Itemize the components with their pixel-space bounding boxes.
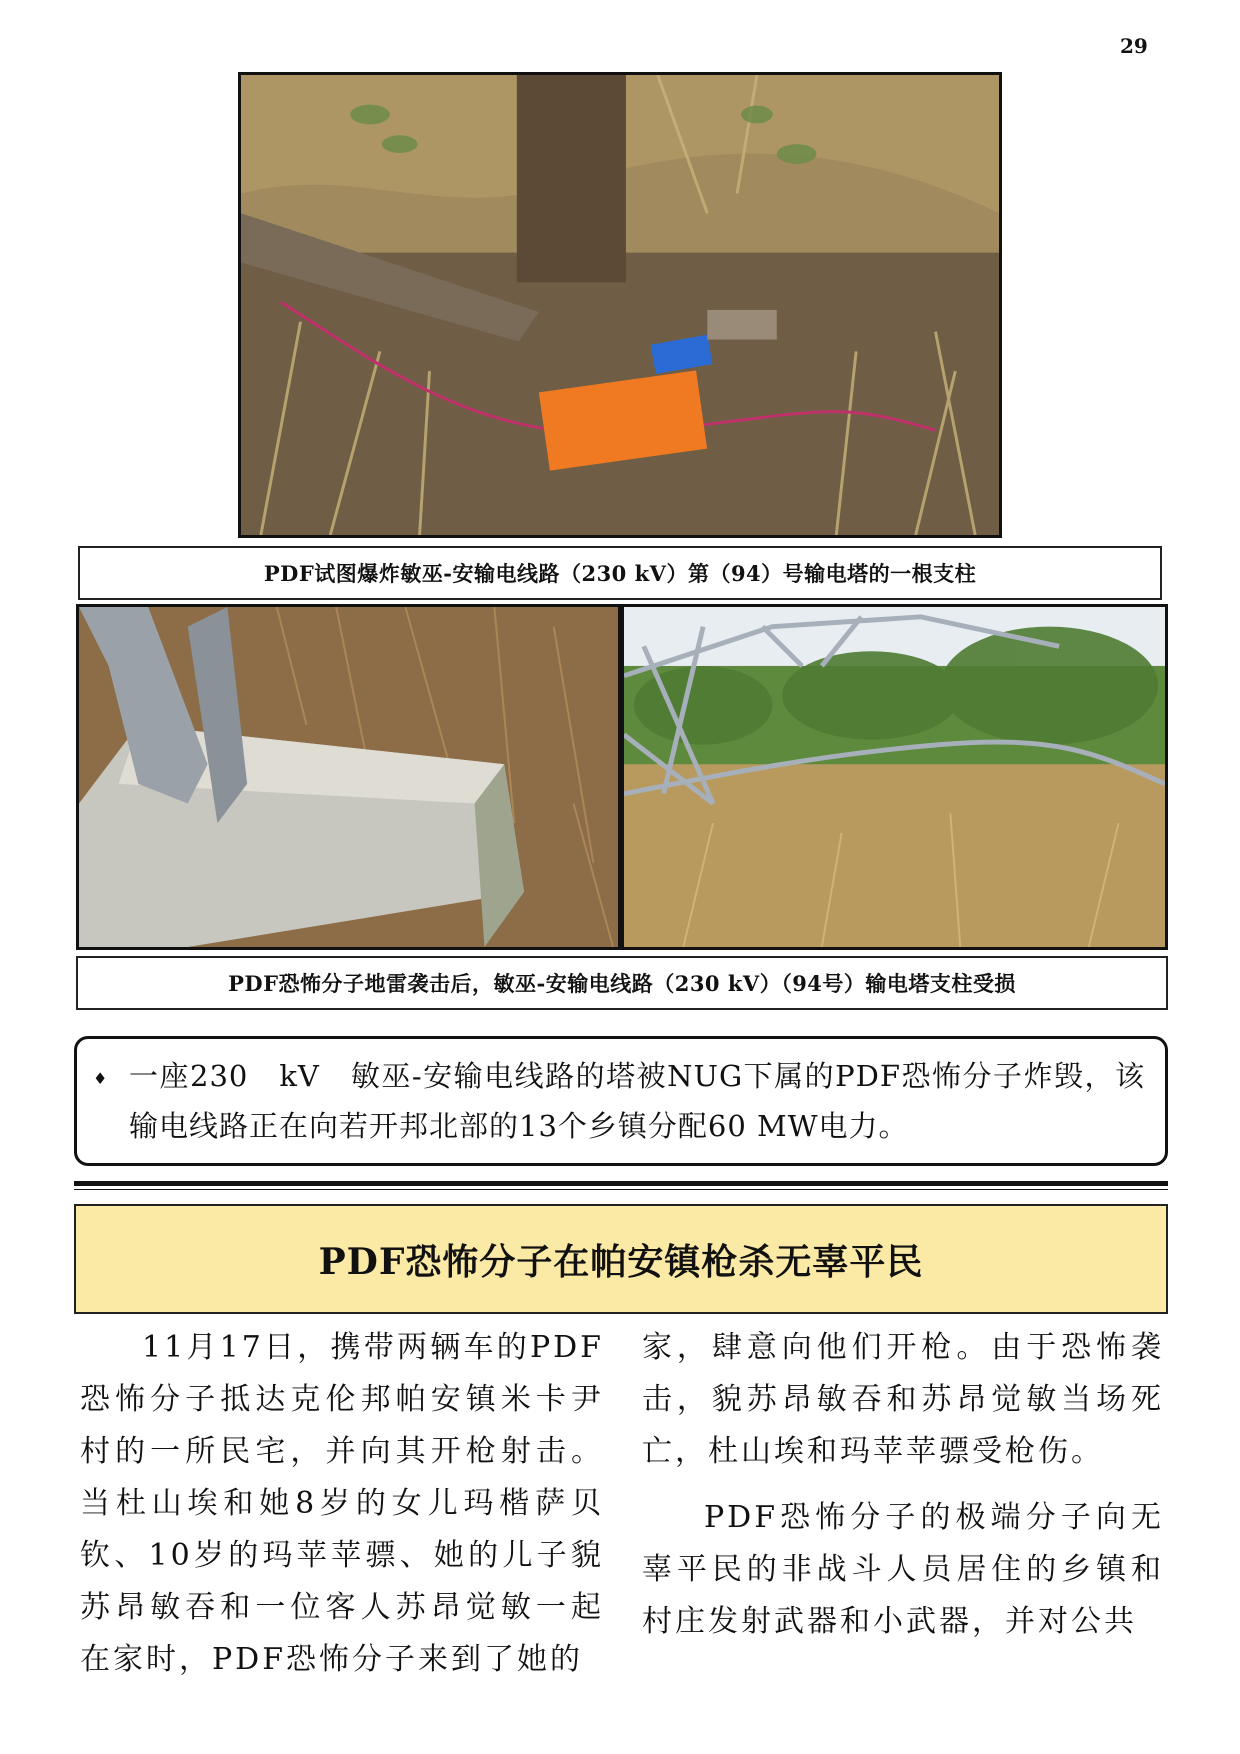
article-paragraph: 11月17日，携带两辆车的PDF恐怖分子抵达克伦邦帕安镇米卡尹村的一所民宅，并向其开枪射击。当杜山埃和她8岁的女儿玛楷萨贝钦、10岁的玛苹苹骠、她的儿子貌苏昂敏吞和一位客人苏昂觉敏一起在家时，PDF恐怖分子来到了她的 <box>80 1330 604 1677</box>
section-header <box>74 1204 1168 1314</box>
bullet-highlight-box <box>74 1036 1168 1166</box>
divider-thick <box>74 1181 1168 1186</box>
photo-damaged-footing <box>76 604 621 950</box>
article-paragraph-continued: 家，肆意向他们开枪。由于恐怖袭击，貌苏昂敏吞和苏昂觉敏当场死亡，杜山埃和玛苹苹骠受枪伤。 <box>642 1330 1164 1469</box>
article-column-right <box>642 1322 1164 1648</box>
article-paragraph: PDF恐怖分子的极端分子向无辜平民的非战斗人员居住的乡镇和村庄发射武器和小武器，并对公共 <box>642 1500 1164 1639</box>
bullet-icon: ♦ <box>93 1069 108 1088</box>
photo-explosive-device <box>238 72 1002 538</box>
caption-bottom: PDF恐怖分子地雷袭击后，敏巫-安输电线路（230 kV）（94号）输电塔支柱受损 <box>76 956 1168 1010</box>
divider-thin <box>74 1189 1168 1190</box>
article-column-left <box>80 1322 604 1686</box>
section-title: PDF恐怖分子在帕安镇枪杀无辜平民 <box>318 1240 924 1283</box>
bullet-text: 一座230 kV 敏巫-安输电线路的塔被NUG下属的PDF恐怖分子炸毁，该输电线路正在向若开邦北部的13个乡镇分配60 MW电力。 <box>129 1059 1145 1143</box>
photo-collapsed-tower <box>621 604 1168 950</box>
caption-top: PDF试图爆炸敏巫-安输电线路（230 kV）第（94）号输电塔的一根支柱 <box>78 546 1162 600</box>
page-number: 29 <box>1120 34 1148 58</box>
